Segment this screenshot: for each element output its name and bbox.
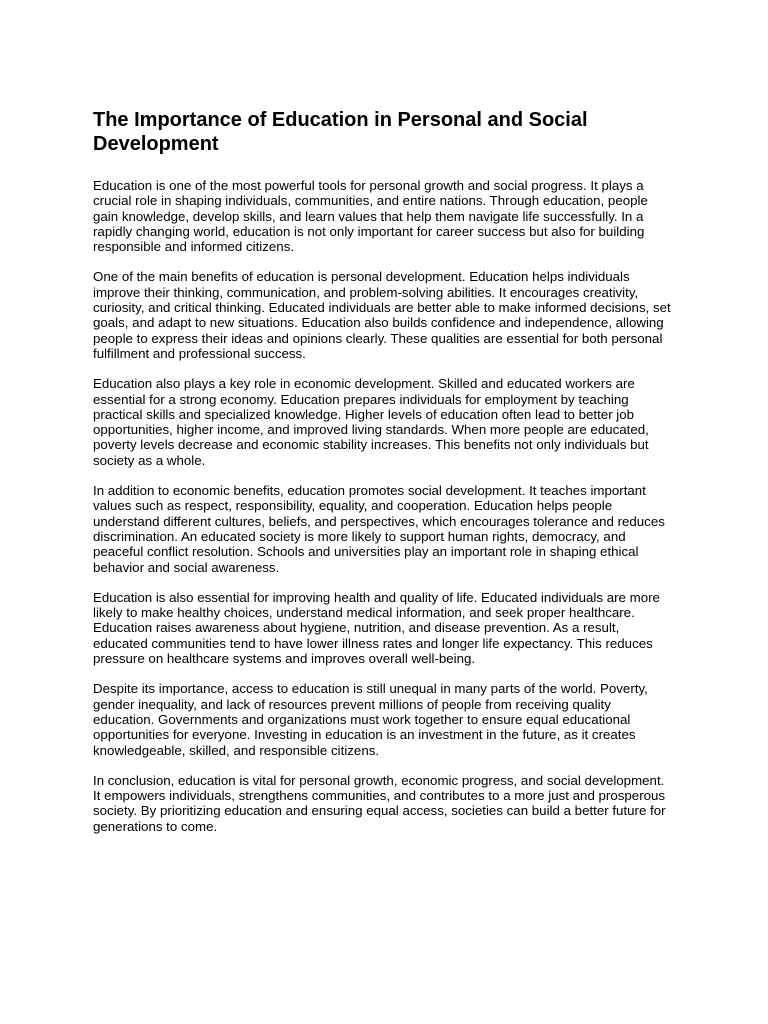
paragraph-economic-development: Education also plays a key role in economic development. Skilled and educated workers are essential for a strong economy. Education prepares individuals for employment by teaching practical skills and specialized knowledge. Higher levels of education often lead to better job opportunities, higher income, and improved living standards. When more people are educated, poverty levels decrease and economic stability increases. This benefits not only individuals but society as a whole. <box>93 376 649 468</box>
paragraph-health: Education is also essential for improving health and quality of life. Educated individuals are more likely to make healthy choices, understand medical information, and seek proper healthcare. Education raises awareness about hygiene, nutrition, and disease prevention. As a result, educated communities tend to have lower illness rates and longer life expectancy. This reduces pressure on healthcare systems and improves overall well-being. <box>93 589 660 667</box>
paragraph-social-development: In addition to economic benefits, education promotes social development. It teaches important values such as respect, responsibility, equality, and cooperation. Education helps people understand different cultures, beliefs, and perspectives, which encourages tolerance and reduces discrimination. An educated society is more likely to support human rights, democracy, and peaceful conflict resolution. Schools and universities play an important role in shaping ethical behavior and social awareness. <box>93 483 665 575</box>
paragraph-conclusion: In conclusion, education is vital for personal growth, economic progress, and social development. It empowers individuals, strengthens communities, and contributes to a more just and prosperous society. By prioritizing education and ensuring equal access, societies can build a better future for generations to come. <box>93 772 666 834</box>
paragraph-access: Despite its importance, access to education is still unequal in many parts of the world. Poverty, gender inequality, and lack of resources prevent millions of people from receiving quality education. Governments and organizations must work together to ensure equal educational opportunities for everyone. Investing in education is an investment in the future, as it creates knowledgeable, skilled, and responsible citizens. <box>93 681 648 758</box>
paragraph-personal-development: One of the main benefits of education is personal development. Education helps individuals improve their thinking, communication, and problem-solving abilities. It encourages creativity, curiosity, and critical thinking. Educated individuals are better able to make informed decisions, set goals, and adapt to new situations. Education also builds confidence and independence, allowing people to express their ideas and opinions clearly. These qualities are essential for both personal fulfillment and professional success. <box>93 269 671 361</box>
document-page <box>93 108 673 849</box>
document-title: The Importance of Education in Personal and Social Development <box>93 109 588 155</box>
paragraph-introduction: Education is one of the most powerful tools for personal growth and social progress. It plays a crucial role in shaping individuals, communities, and entire nations. Through education, people gain knowledge, develop skills, and learn values that help them navigate life successfully. In a rapidly changing world, education is not only important for career success but also for building responsible and informed citizens. <box>93 178 648 255</box>
